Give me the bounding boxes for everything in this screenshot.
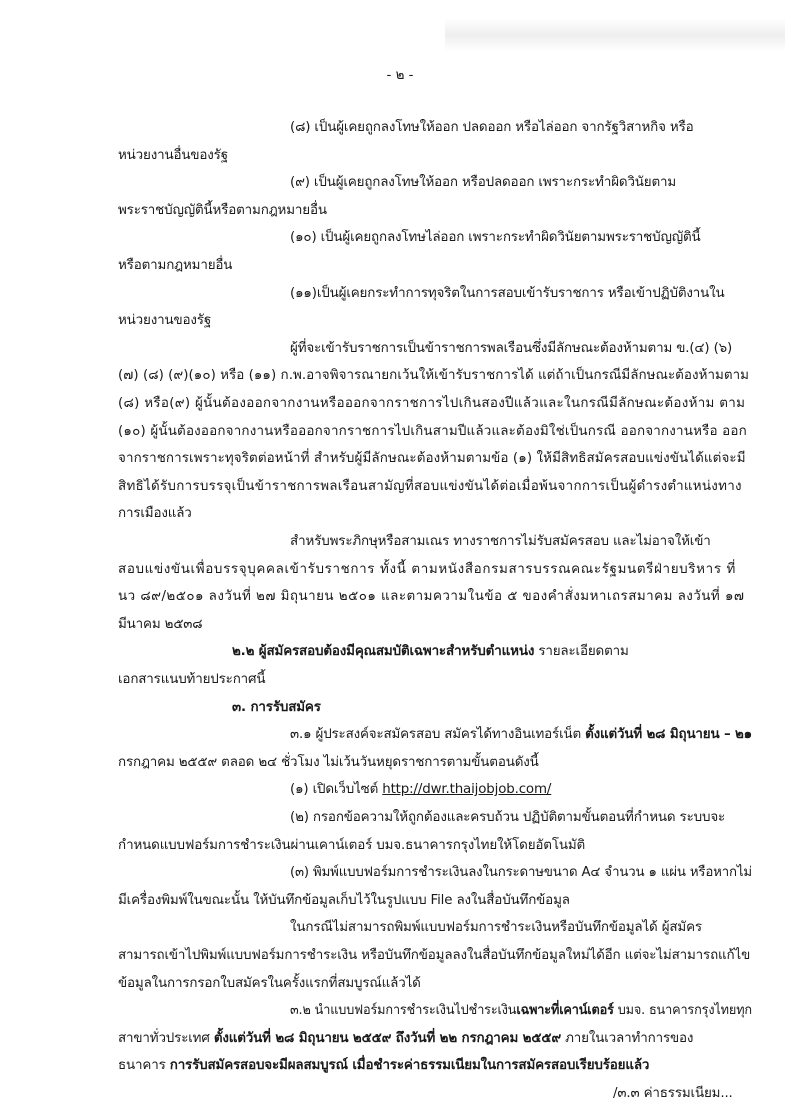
text-line xyxy=(232,699,321,717)
line-text: มีเครื่องพิมพ์ในขณะนั้น ให้บันทึกข้อมูลเก็บไว้ในรูปแบบ File ลงในสื่อบันทึกข้อมูล xyxy=(118,893,570,908)
text-line xyxy=(118,671,265,689)
text-line xyxy=(290,340,732,358)
text-line xyxy=(118,588,744,606)
page-number: - ๒ - xyxy=(386,68,414,83)
text-line xyxy=(118,147,228,165)
bold-text: ๓. การรับสมัคร xyxy=(232,700,321,715)
line-text: ๓.๑ ผู้ประสงค์จะสมัครสอบ สมัครได้ทางอินเทอร์เน็ต xyxy=(290,727,586,742)
line-text: สาขาทั่วประเทศ xyxy=(118,1031,214,1046)
text-line xyxy=(290,726,752,744)
text-line xyxy=(118,450,746,468)
text-line xyxy=(118,478,742,496)
text-line xyxy=(118,1030,693,1048)
text-line xyxy=(118,975,421,993)
bold-text: เฉพาะที่เคาน์เตอร์ xyxy=(516,1003,614,1018)
text-line xyxy=(290,781,551,799)
website-link[interactable]: http://dwr.thaijobjob.com/ xyxy=(382,782,552,797)
line-text: (๑) เปิดเว็บไซต์ xyxy=(290,782,383,797)
line-text: หน่วยงานอื่นของรัฐ xyxy=(118,148,228,163)
line-text: (๑๑)เป็นผู้เคยกระทำการทุจริตในการสอบเข้ารับราชการ หรือเข้าปฏิบัติงานใน xyxy=(290,286,725,301)
line-text: สำหรับพระภิกษุหรือสามเณร ทางราชการไม่รับสมัครสอบ และไม่อาจให้เข้า xyxy=(290,534,711,549)
line-text: (๓) พิมพ์แบบฟอร์มการชำระเงินลงในกระดาษขนาด A๔ จำนวน ๑ แผ่น หรือหากไม่ xyxy=(290,865,753,880)
line-text: จากราชการเพราะทุจริตต่อหน้าที่ สำหรับผู้มีลักษณะต้องห้ามตามข้อ (๑) ให้มีสิทธิสมัครสอบแข่งขันได้แต่จะมี xyxy=(118,451,746,466)
text-line xyxy=(118,505,192,523)
text-line xyxy=(118,892,570,910)
bold-text: การรับสมัครสอบจะมีผลสมบูรณ์ เมื่อชำระค่าธรรมเนียมในการสมัครสอบเรียบร้อยแล้ว xyxy=(169,1058,650,1073)
line-text: สามารถเข้าไปพิมพ์แบบฟอร์มการชำระเงิน หรือบันทึกข้อมูลลงในสื่อบันทึกข้อมูลใหม่ได้อีก แต่จะไม่สามารถแก้ไข xyxy=(118,948,751,963)
line-text: สิทธิได้รับการบรรจุเป็นข้าราชการพลเรือนสามัญที่สอบแข่งขันได้ต่อเมื่อพ้นจากการเป็นผู้ดำรงตำแหน่งทาง xyxy=(118,479,742,494)
text-line xyxy=(290,174,676,192)
text-line xyxy=(118,423,747,441)
line-text: นว ๘๙/๒๕๐๑ ลงวันที่ ๒๗ มิถุนายน ๒๕๐๑ และตามความในข้อ ๕ ของคำสั่งมหาเถรสมาคม ลงวันที่ ๑๗ xyxy=(118,589,745,604)
line-text: ๓.๒ นำแบบฟอร์มการชำระเงินไปชำระเงิน xyxy=(290,1003,517,1018)
line-text: มีนาคม ๒๕๓๘ xyxy=(118,617,203,632)
line-text: ข้อมูลในการกรอกใบสมัครในครั้งแรกที่สมบูรณ์แล้วได้ xyxy=(118,976,421,991)
line-text: ในกรณีไม่สามารถพิมพ์แบบฟอร์มการชำระเงินหรือบันทึกข้อมูลได้ ผู้สมัคร xyxy=(290,920,702,935)
line-text: (๒) กรอกข้อความให้ถูกต้องและครบถ้วน ปฏิบัติตามขั้นตอนที่กำหนด ระบบจะ xyxy=(290,810,726,825)
line-text: สอบแข่งขันเพื่อบรรจุบุคคลเข้ารับราชการ ทั้งนี้ ตามหนังสือกรมสารบรรณคณะรัฐมนตรีฝ่ายบริหาร ที่ xyxy=(118,562,737,577)
text-line xyxy=(290,809,725,827)
text-line xyxy=(290,119,694,137)
text-line xyxy=(613,1085,733,1103)
text-line xyxy=(118,367,749,385)
bold-text: ตั้งแต่วันที่ ๒๘ มิถุนายน – ๒๑ xyxy=(585,727,752,742)
text-line xyxy=(118,754,539,772)
line-text: กรกฎาคม ๒๕๕๙ ตลอด ๒๔ ชั่วโมง ไม่เว้นวันหยุดราชการตามขั้นตอนดังนี้ xyxy=(118,755,539,770)
text-line xyxy=(118,947,750,965)
text-line xyxy=(290,1002,752,1020)
text-line xyxy=(118,312,211,330)
line-text: กำหนดแบบฟอร์มการชำระเงินผ่านเคาน์เตอร์ บมจ.ธนาคารกรุงไทยให้โดยอัตโนมัติ xyxy=(118,838,586,853)
text-line xyxy=(290,919,702,937)
line-text: หน่วยงานของรัฐ xyxy=(118,313,212,328)
line-text: พระราชบัญญัตินี้หรือตามกฎหมายอื่น xyxy=(118,203,327,218)
line-text: รายละเอียดตาม xyxy=(534,644,629,659)
text-line xyxy=(290,285,725,303)
line-text: ธนาคาร xyxy=(118,1058,170,1073)
line-text: (๑๐) ผู้นั้นต้องออกจากงานหรือออกจากราชการไปเกินสามปีแล้วและต้องมิใช่เป็นกรณี ออกจากงานหรือ ออก xyxy=(118,424,747,439)
text-line xyxy=(232,643,629,661)
text-line xyxy=(118,395,745,413)
line-text: หรือตามกฎหมายอื่น xyxy=(118,258,233,273)
line-text: (๑๐) เป็นผู้เคยถูกลงโทษไล่ออก เพราะกระทำผิดวินัยตามพระราชบัญญัตินี้ xyxy=(290,230,701,245)
line-text: (๙) เป็นผู้เคยถูกลงโทษให้ออก หรือปลดออก เพราะกระทำผิดวินัยตาม xyxy=(290,175,677,190)
text-line xyxy=(118,257,232,275)
text-line xyxy=(290,864,752,882)
text-line xyxy=(118,202,327,220)
bold-text: ตั้งแต่วันที่ ๒๘ มิถุนายน ๒๕๕๙ ถึงวันที่ ๒๒ กรกฎาคม ๒๕๕๙ xyxy=(213,1031,561,1046)
line-text: เอกสารแนบท้ายประกาศนี้ xyxy=(118,672,266,687)
line-text: (๘) หรือ(๙) ผู้นั้นต้องออกจากงานหรือออกจากราชการไปเกินสองปีแล้วและในกรณีมีลักษณะต้องห้าม ตาม xyxy=(118,396,746,411)
text-line xyxy=(290,229,701,247)
line-text: การเมืองแล้ว xyxy=(118,506,192,521)
line-text: บมจ. ธนาคารกรุงไทยทุก xyxy=(613,1003,752,1018)
line-text: /๓.๓ ค่าธรรมเนียม... xyxy=(613,1086,733,1101)
text-line xyxy=(118,1057,649,1075)
text-line xyxy=(118,837,585,855)
line-text: ผู้ที่จะเข้ารับราชการเป็นข้าราชการพลเรือนซึ่งมีลักษณะต้องห้ามตาม ข.(๔) (๖) xyxy=(290,341,733,356)
line-text: (๘) เป็นผู้เคยถูกลงโทษให้ออก ปลดออก หรือไล่ออก จากรัฐวิสาหกิจ หรือ xyxy=(290,120,694,135)
scan-artifact xyxy=(445,18,785,52)
line-text: ภายในเวลาทำการของ xyxy=(560,1031,694,1046)
line-text: (๗) (๘) (๙)(๑๐) หรือ (๑๑) ก.พ.อาจพิจารณายกเว้นให้เข้ารับราชการได้ แต่ถ้าเป็นกรณีมีลักษณะต้องห้ามตาม xyxy=(118,368,750,383)
text-line xyxy=(118,616,203,634)
bold-text: ๒.๒ ผู้สมัครสอบต้องมีคุณสมบัติเฉพาะสำหรับตำแหน่ง xyxy=(232,644,535,659)
text-line xyxy=(290,533,711,551)
text-line xyxy=(118,561,736,579)
